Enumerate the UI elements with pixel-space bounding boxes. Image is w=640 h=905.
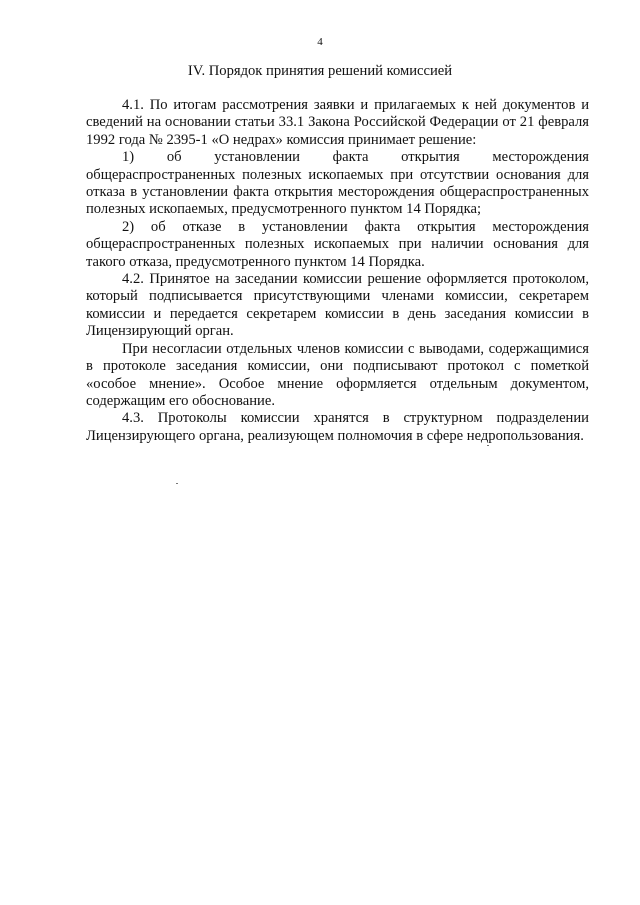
- scan-speck: [176, 483, 178, 484]
- page-number: 4: [317, 36, 323, 48]
- scan-speck: [487, 445, 489, 446]
- paragraph-4-2: 4.2. Принятое на заседании комиссии решение оформляется протоколом, который подписывается присутствующими членами комиссии, секретарем комиссии и передается секретарем комиссии в день заседания комиссии в Лицензирующий орган.: [86, 271, 589, 340]
- paragraph-4-3: 4.3. Протоколы комиссии хранятся в структурном подразделении Лицензирующего органа, реализующем полномочия в сфере недропользования.: [86, 410, 589, 444]
- paragraph-item-2: 2) об отказе в установлении факта открытия месторождения общераспространенных полезных ископаемых при наличии основания для такого отказа, предусмотренного пунктом 14 Порядка.: [86, 218, 589, 270]
- section-title: IV. Порядок принятия решений комиссией: [187, 63, 453, 79]
- paragraph-dissent: При несогласии отдельных членов комиссии с выводами, содержащимися в протоколе заседания комиссии, они подписывают протокол с пометкой «особое мнение». Особое мнение оформляется отдельным документом, содержащим его обоснование.: [86, 340, 589, 409]
- paragraph-item-1: 1) об установлении факта открытия месторождения общераспространенных полезных ископаемых при отсутствии основания для отказа в установлении факта открытия месторождения общераспространенных полезных ископаемых, предусмотренного пунктом 14 Порядка;: [86, 149, 589, 218]
- section-body: [86, 97, 589, 445]
- paragraph-4-1: 4.1. По итогам рассмотрения заявки и прилагаемых к ней документов и сведений на основании статьи 33.1 Закона Российской Федерации от 21 февраля 1992 года № 2395-1 «О недрах» комиссия принимает решение:: [86, 97, 589, 148]
